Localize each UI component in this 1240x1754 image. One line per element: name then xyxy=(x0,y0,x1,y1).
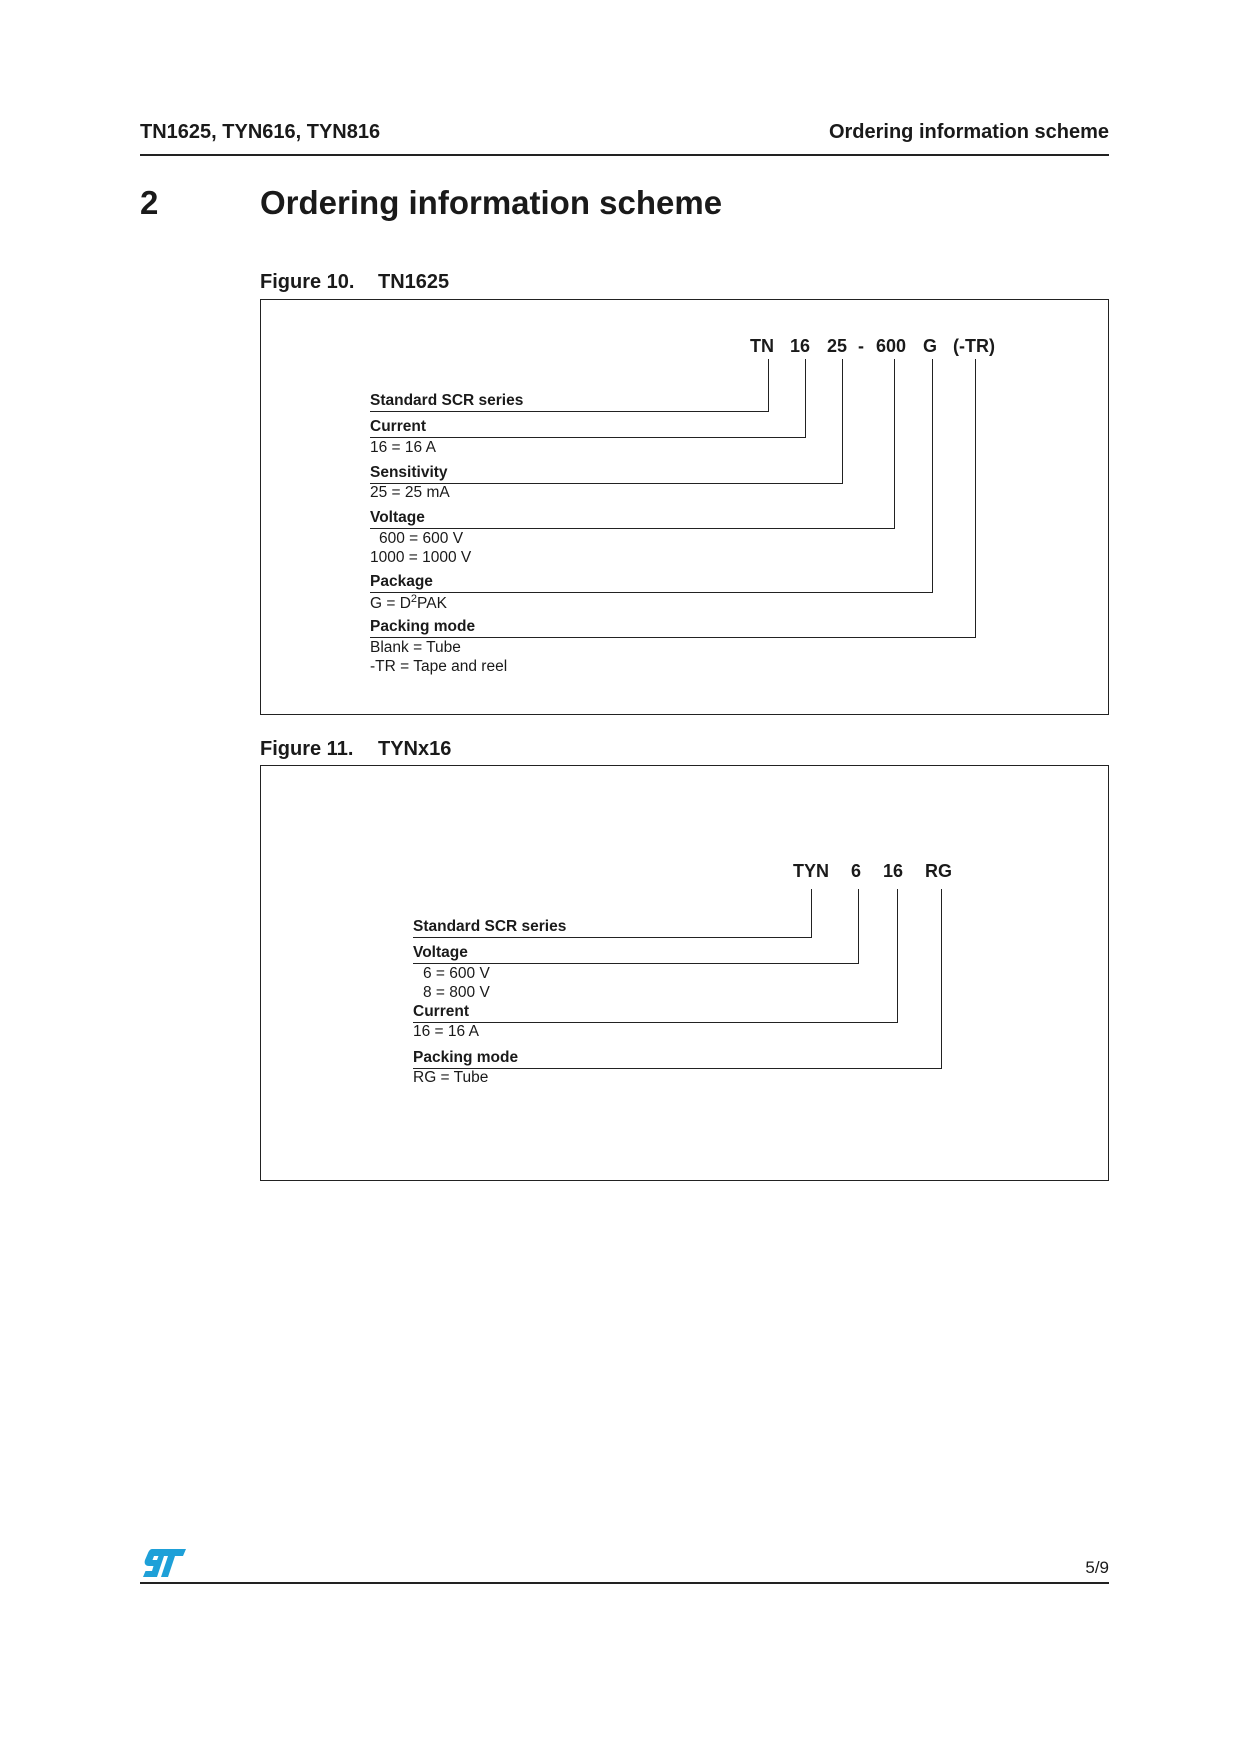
value-current: 16 = 16 A xyxy=(413,1023,479,1040)
leader-horizontal xyxy=(413,1068,942,1069)
value-packing-rg: RG = Tube xyxy=(413,1069,489,1086)
leader-horizontal xyxy=(370,592,933,593)
leader-vertical xyxy=(811,889,812,937)
figure-10-diagram xyxy=(260,299,1109,715)
value-voltage-1000: 1000 = 1000 V xyxy=(370,549,472,566)
value-sensitivity: 25 = 25 mA xyxy=(370,484,450,501)
header-divider xyxy=(140,154,1109,156)
label-standard-scr-series: Standard SCR series xyxy=(370,392,524,409)
leader-vertical xyxy=(897,889,898,1022)
code-voltage: 6 xyxy=(851,861,862,881)
leader-vertical xyxy=(932,359,933,592)
value-packing-blank: Blank = Tube xyxy=(370,639,461,656)
figure-11-diagram xyxy=(260,765,1109,1181)
value-current: 16 = 16 A xyxy=(370,439,436,456)
code-tn: TN xyxy=(750,336,774,356)
code-sensitivity: 25 xyxy=(827,336,848,356)
code-current: 16 xyxy=(883,861,904,881)
section-number: 2 xyxy=(140,184,159,221)
value-voltage-8: 8 = 800 V xyxy=(423,984,490,1001)
label-current: Current xyxy=(370,418,426,435)
value-voltage-6: 6 = 600 V xyxy=(423,965,490,982)
st-logo-icon xyxy=(140,1547,188,1579)
label-standard-scr-series: Standard SCR series xyxy=(413,918,567,935)
st-logo xyxy=(140,1547,188,1579)
value-voltage-600: 600 = 600 V xyxy=(379,530,464,547)
code-voltage: 600 xyxy=(876,336,907,356)
section-title: Ordering information scheme xyxy=(260,184,723,221)
figure-11-caption-number: Figure 11. xyxy=(260,738,354,760)
page-number: 5/9 xyxy=(1085,1558,1109,1577)
figure-10-caption-number: Figure 10. xyxy=(260,271,355,293)
footer-divider xyxy=(140,1582,1109,1584)
label-package: Package xyxy=(370,573,433,590)
figure-10-caption-title: TN1625 xyxy=(378,271,450,293)
label-voltage: Voltage xyxy=(370,509,425,526)
code-tyn: TYN xyxy=(793,861,829,881)
label-sensitivity: Sensitivity xyxy=(370,464,448,481)
leader-vertical xyxy=(941,889,942,1068)
code-package: G xyxy=(923,336,938,356)
leader-horizontal xyxy=(370,411,769,412)
code-current: 16 xyxy=(790,336,811,356)
leader-vertical xyxy=(805,359,806,437)
code-dash: - xyxy=(858,336,864,356)
label-current: Current xyxy=(413,1003,469,1020)
figure-11-caption-title: TYNx16 xyxy=(378,738,452,760)
code-packing: RG xyxy=(925,861,952,881)
leader-vertical xyxy=(975,359,976,637)
value-package: $G = D^2PAK$ xyxy=(370,593,447,613)
label-voltage: Voltage xyxy=(413,944,468,961)
code-packing: (-TR) xyxy=(953,336,995,356)
leader-horizontal xyxy=(413,1022,898,1023)
leader-vertical xyxy=(894,359,895,528)
leader-vertical xyxy=(842,359,843,483)
leader-horizontal xyxy=(413,937,812,938)
leader-vertical xyxy=(858,889,859,963)
leader-vertical xyxy=(768,359,769,411)
value-packing-tr: -TR = Tape and reel xyxy=(370,658,508,675)
header-section-title: Ordering information scheme xyxy=(828,121,1109,143)
label-packing-mode: Packing mode xyxy=(413,1049,519,1066)
label-packing-mode: Packing mode xyxy=(370,618,476,635)
header-doc-title: TN1625, TYN616, TYN816 xyxy=(140,121,381,143)
